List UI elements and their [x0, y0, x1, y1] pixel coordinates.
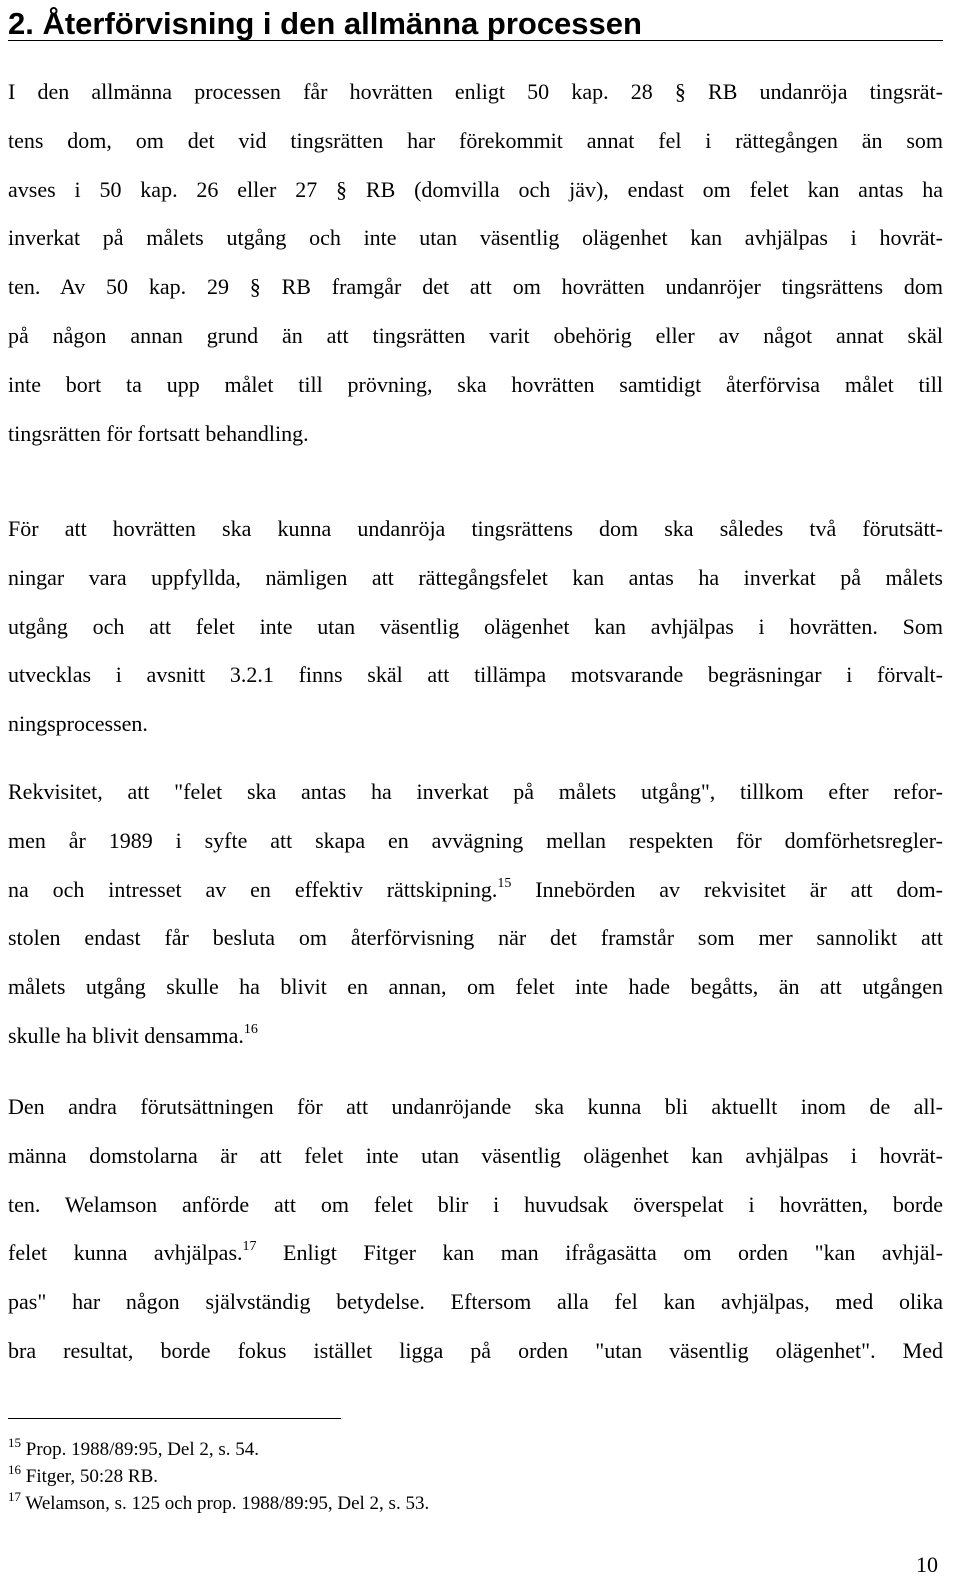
footnote-number: 15	[8, 1435, 21, 1450]
document-page	[8, 0, 943, 1514]
text-line: utvecklas i avsnitt 3.2.1 finns skäl att tillämpa motsvarande begräsningar i förvalt-	[8, 662, 943, 688]
footnote-reference[interactable]: 17	[242, 1239, 257, 1255]
footnote-15	[8, 1436, 429, 1463]
text-line: pas" har någon självständig betydelse. Eftersom alla fel kan avhjälpas, med olika	[8, 1289, 943, 1315]
footnote-16	[8, 1463, 429, 1490]
text-line: utgång och att felet inte utan väsentlig olägenhet kan avhjälpas i hovrätten. Som	[8, 613, 943, 639]
heading-rule	[8, 40, 943, 41]
text-line: ningar vara uppfyllda, nämligen att rättegångsfelet kan antas ha inverkat på målets	[8, 564, 943, 590]
text-line: inverkat på målets utgång och inte utan väsentlig olägenhet kan avhjälpas i hovrät-	[8, 225, 943, 251]
text-line: tens dom, om det vid tingsrätten har förekommit annat fel i rättegången än som	[8, 127, 943, 153]
text-line: ten. Av 50 kap. 29 § RB framgår det att om hovrätten undanröjer tingsrättens dom	[8, 274, 943, 300]
paragraph-4	[8, 1083, 943, 1376]
footnote-rule	[8, 1418, 341, 1419]
text-line: ten. Welamson anförde att om felet blir i huvudsak överspelat i hovrätten, borde	[8, 1191, 943, 1217]
text-line: tingsrätten för fortsatt behandling.	[8, 420, 309, 446]
text-line: männa domstolarna är att felet inte utan väsentlig olägenhet kan avhjälpas i hovrät-	[8, 1142, 943, 1168]
page-number: 10	[916, 1552, 938, 1577]
text-segment: Enligt Fitger kan man ifrågasätta om orden "kan avhjäl-	[256, 1240, 943, 1266]
text-line: Den andra förutsättningen för att undanröjande ska kunna bli aktuellt inom de all-	[8, 1094, 943, 1119]
text-segment: skulle ha blivit densamma.	[8, 1022, 244, 1048]
text-line: I den allmänna processen får hovrätten enligt 50 kap. 28 § RB undanröja tingsrät-	[8, 79, 943, 104]
text-segment: Innebörden av rekvisitet är att dom-	[511, 876, 943, 902]
text-line: inte bort ta upp målet till prövning, ska hovrätten samtidigt återförvisa målet till	[8, 371, 943, 397]
text-line: avses i 50 kap. 26 eller 27 § RB (domvilla och jäv), endast om felet kan antas ha	[8, 176, 943, 202]
footnote-reference[interactable]: 16	[243, 1021, 258, 1037]
text-line	[8, 1012, 943, 1061]
footnote-number: 16	[8, 1462, 21, 1477]
text-line	[8, 866, 943, 915]
text-line: Rekvisitet, att "felet ska antas ha inverkat på målets utgång", tillkom efter refor-	[8, 779, 943, 804]
text-line: ningsprocessen.	[8, 711, 148, 737]
paragraph-3	[8, 768, 943, 1061]
text-segment: felet kunna avhjälpas.	[8, 1240, 243, 1266]
text-line: men år 1989 i syfte att skapa en avvägning mellan respekten för domförhetsregler-	[8, 827, 943, 853]
footnote-17	[8, 1490, 429, 1517]
text-line: målets utgång skulle ha blivit en annan, om felet inte hade begåtts, än att utgången	[8, 974, 943, 1000]
footnote-reference[interactable]: 15	[497, 875, 512, 891]
footnote-number: 17	[8, 1489, 21, 1504]
footnote-text: Welamson, s. 125 och prop. 1988/89:95, Del 2, s. 53.	[25, 1493, 430, 1514]
text-line	[8, 1229, 943, 1278]
text-line: på någon annan grund än att tingsrätten varit obehörig eller av något annat skäl	[8, 322, 943, 348]
paragraph-2	[8, 505, 943, 749]
footnotes	[8, 1436, 429, 1517]
text-line: För att hovrätten ska kunna undanröja tingsrättens dom ska således två förutsätt-	[8, 516, 943, 541]
footnote-text: Fitger, 50:28 RB.	[25, 1466, 158, 1487]
footnote-text: Prop. 1988/89:95, Del 2, s. 54.	[25, 1439, 260, 1460]
paragraph-1	[8, 68, 943, 458]
text-segment: na och intresset av en effektiv rättskipning.	[8, 876, 498, 902]
section-heading: 2. Återförvisning i den allmänna processen	[8, 6, 642, 41]
text-line: stolen endast får besluta om återförvisning när det framstår som mer sannolikt att	[8, 925, 943, 951]
text-line: bra resultat, borde fokus istället ligga på orden "utan väsentlig olägenhet". Med	[8, 1337, 943, 1363]
